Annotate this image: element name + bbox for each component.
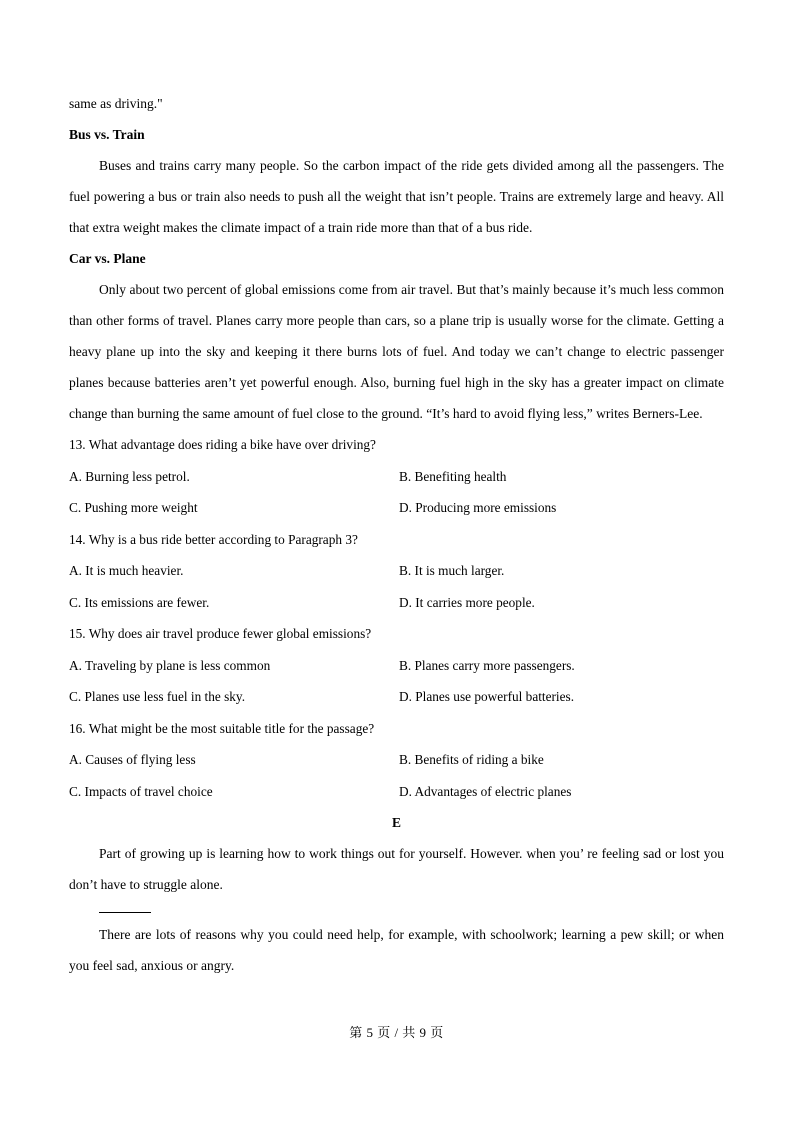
question-13: [69, 429, 724, 524]
question-14-option-b[interactable]: B. It is much larger.: [399, 563, 505, 578]
question-15-options-row-2: [69, 681, 724, 713]
question-16-option-b[interactable]: B. Benefits of riding a bike: [399, 752, 544, 767]
document-content: [69, 88, 724, 981]
section-e-paragraph-1: Part of growing up is learning how to work things out for yourself. However. when you’ re feeling sad or lost you don’t have to struggle alone.: [69, 846, 724, 892]
section-e-paragraph-2: There are lots of reasons why you could need help, for example, with schoolwork; learning a pew skill; or when you feel sad, anxious or angry.: [69, 927, 724, 973]
continuation-line: same as driving.": [69, 96, 163, 111]
heading-car-vs-plane: Car vs. Plane: [69, 251, 146, 266]
question-15-option-b[interactable]: B. Planes carry more passengers.: [399, 657, 575, 673]
question-16-option-d[interactable]: D. Advantages of electric planes: [399, 783, 572, 799]
question-14: [69, 524, 724, 619]
question-13-option-a[interactable]: A. Burning less petrol.: [69, 468, 190, 484]
question-13-option-b[interactable]: B. Benefiting health: [399, 468, 507, 484]
question-15: [69, 618, 724, 713]
question-14-option-c[interactable]: C. Its emissions are fewer.: [69, 594, 210, 610]
heading-bus-vs-train: Bus vs. Train: [69, 127, 145, 142]
question-13-options-row-1: [69, 461, 724, 493]
question-14-option-a[interactable]: A. It is much heavier.: [69, 563, 184, 578]
question-15-text: 15. Why does air travel produce fewer global emissions?: [69, 626, 372, 641]
question-15-option-a[interactable]: A. Traveling by plane is less common: [69, 657, 271, 673]
section-letter-e: E: [391, 815, 401, 830]
question-13-option-c[interactable]: C. Pushing more weight: [69, 500, 198, 515]
question-16: [69, 713, 724, 808]
question-14-text: 14. Why is a bus ride better according to Paragraph 3?: [69, 531, 358, 547]
blank-rule: [99, 912, 151, 913]
question-16-text: 16. What might be the most suitable title for the passage?: [69, 720, 375, 736]
paragraph-car-vs-plane: Only about two percent of global emissions come from air travel. But that’s mainly because it’s much less common than other forms of travel. Planes carry more people than cars, so a plane trip is usually worse for the climate. Getting a heavy plane up into the sky and keeping it there burns lots of fuel. And today we can’t change to electric passenger planes because batteries aren’t yet powerful enough. Also, burning fuel high in the sky has a greater impact on climate change than burning the same amount of fuel close to the ground. “It’s hard to avoid flying less,” writes Berners-Lee.: [69, 282, 724, 421]
question-14-option-d[interactable]: D. It carries more people.: [399, 594, 535, 610]
question-14-options-row-1: [69, 555, 724, 587]
page-number-text: 第 5 页 / 共 9 页: [349, 1025, 444, 1040]
question-15-options-row-1: [69, 650, 724, 682]
question-16-options-row-2: [69, 776, 724, 808]
question-16-option-c[interactable]: C. Impacts of travel choice: [69, 783, 213, 799]
question-16-options-row-1: [69, 744, 724, 776]
question-15-option-d[interactable]: D. Planes use powerful batteries.: [399, 689, 575, 704]
paragraph-bus-vs-train: Buses and trains carry many people. So the carbon impact of the ride gets divided among all the passengers. The fuel powering a bus or train also needs to push all the weight that isn’t people. Trains are extremely large and heavy. All that extra weight makes the climate impact of a train ride more than that of a bus ride.: [69, 158, 724, 235]
question-14-options-row-2: [69, 587, 724, 619]
question-13-options-row-2: [69, 492, 724, 524]
page-footer: [0, 1022, 793, 1041]
question-15-option-c[interactable]: C. Planes use less fuel in the sky.: [69, 689, 246, 704]
question-13-text: 13. What advantage does riding a bike have over driving?: [69, 437, 376, 452]
question-16-option-a[interactable]: A. Causes of flying less: [69, 752, 196, 767]
question-13-option-d[interactable]: D. Producing more emissions: [399, 500, 557, 515]
